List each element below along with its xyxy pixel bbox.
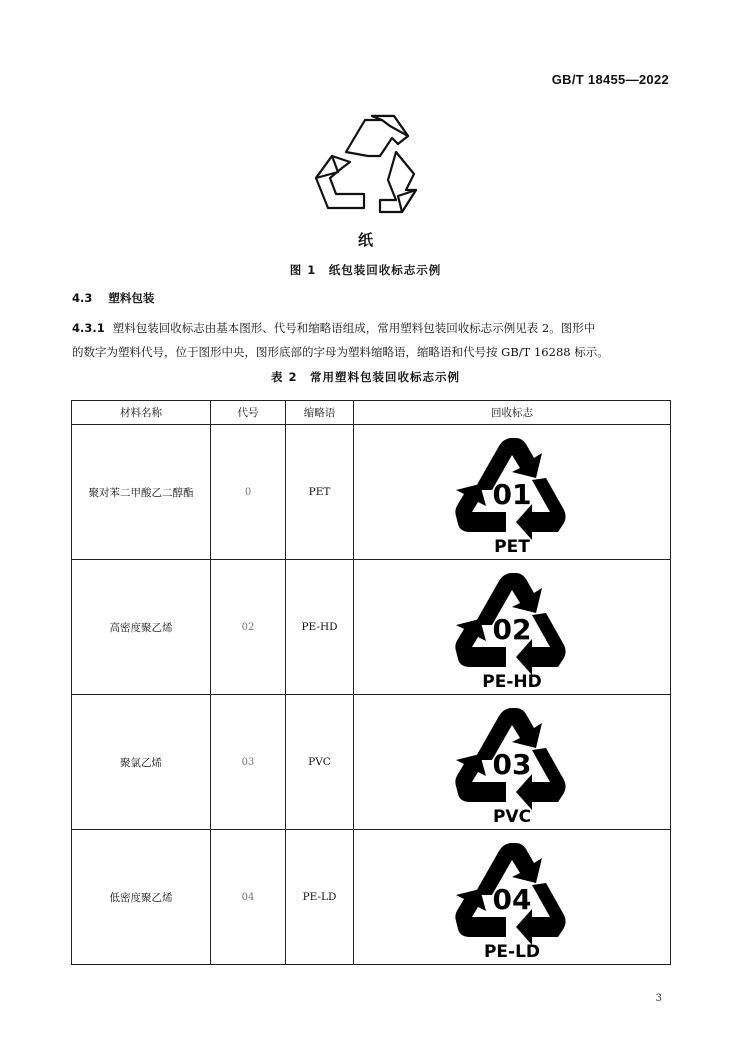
header-code: 代号 xyxy=(211,401,286,425)
symbol-cell xyxy=(354,695,671,830)
plastic-recycle-table xyxy=(71,400,671,965)
clause-number: 4.3.1 xyxy=(72,321,105,335)
symbol-cell xyxy=(354,425,671,560)
material-cell: 低密度聚乙烯 xyxy=(72,830,211,965)
table-row xyxy=(72,830,671,965)
abbr-cell: PVC xyxy=(286,695,354,830)
code-cell: 03 xyxy=(211,695,286,830)
abbr-cell: PE-HD xyxy=(286,560,354,695)
section-heading xyxy=(72,290,154,306)
header-symbol: 回收标志 xyxy=(354,401,671,425)
plastic-recycle-icon xyxy=(452,698,572,826)
symbol-abbreviation: PE-HD xyxy=(482,672,542,691)
symbol-number: 04 xyxy=(492,883,532,916)
header-abbr: 缩略语 xyxy=(286,401,354,425)
section-title: 塑料包装 xyxy=(108,291,155,305)
abbr-cell: PE-LD xyxy=(286,830,354,965)
symbol-cell xyxy=(354,560,671,695)
table-header-row xyxy=(72,401,671,425)
symbol-number: 03 xyxy=(492,748,532,781)
symbol-cell xyxy=(354,830,671,965)
symbol-number: 02 xyxy=(492,613,532,646)
paper-symbol-label: 纸 xyxy=(357,231,373,249)
table-row xyxy=(72,560,671,695)
standard-number: GB/T 18455—2022 xyxy=(551,72,669,87)
code-cell: 02 xyxy=(211,560,286,695)
material-cell: 高密度聚乙烯 xyxy=(72,560,211,695)
table-row xyxy=(72,695,671,830)
code-cell: 04 xyxy=(211,830,286,965)
symbol-number: 01 xyxy=(492,478,532,511)
paragraph-line-1: 4.3.1 塑料包装回收标志由基本图形、代号和缩略语组成，常用塑料包装回收标志示例见表 2。图形中 xyxy=(72,321,596,335)
symbol-abbreviation: PE-LD xyxy=(483,942,541,961)
material-cell: 聚对苯二甲酸乙二醇酯 xyxy=(72,425,211,560)
plastic-recycle-icon xyxy=(452,833,572,961)
page-number: 3 xyxy=(655,993,662,1004)
material-cell: 聚氯乙烯 xyxy=(72,695,211,830)
section-number: 4.3 xyxy=(72,291,93,305)
symbol-abbreviation: PVC xyxy=(492,807,532,826)
paragraph xyxy=(72,316,672,364)
paragraph-line-2: 的数字为塑料代号，位于图形中央，图形底部的字母为塑料缩略语，缩略语和代号按 GB/T 16288 标示。 xyxy=(72,345,609,359)
table-row xyxy=(72,425,671,560)
plastic-recycle-icon xyxy=(452,563,572,691)
paper-recycle-icon xyxy=(310,112,432,227)
figure-caption: 图 1 纸包装回收标志示例 xyxy=(289,263,442,277)
table-caption: 表 2 常用塑料包装回收标志示例 xyxy=(270,370,460,384)
header-material: 材料名称 xyxy=(72,401,211,425)
symbol-abbreviation: PET xyxy=(494,537,530,556)
code-cell: 0 xyxy=(211,425,286,560)
abbr-cell: PET xyxy=(286,425,354,560)
plastic-recycle-icon xyxy=(452,428,572,556)
